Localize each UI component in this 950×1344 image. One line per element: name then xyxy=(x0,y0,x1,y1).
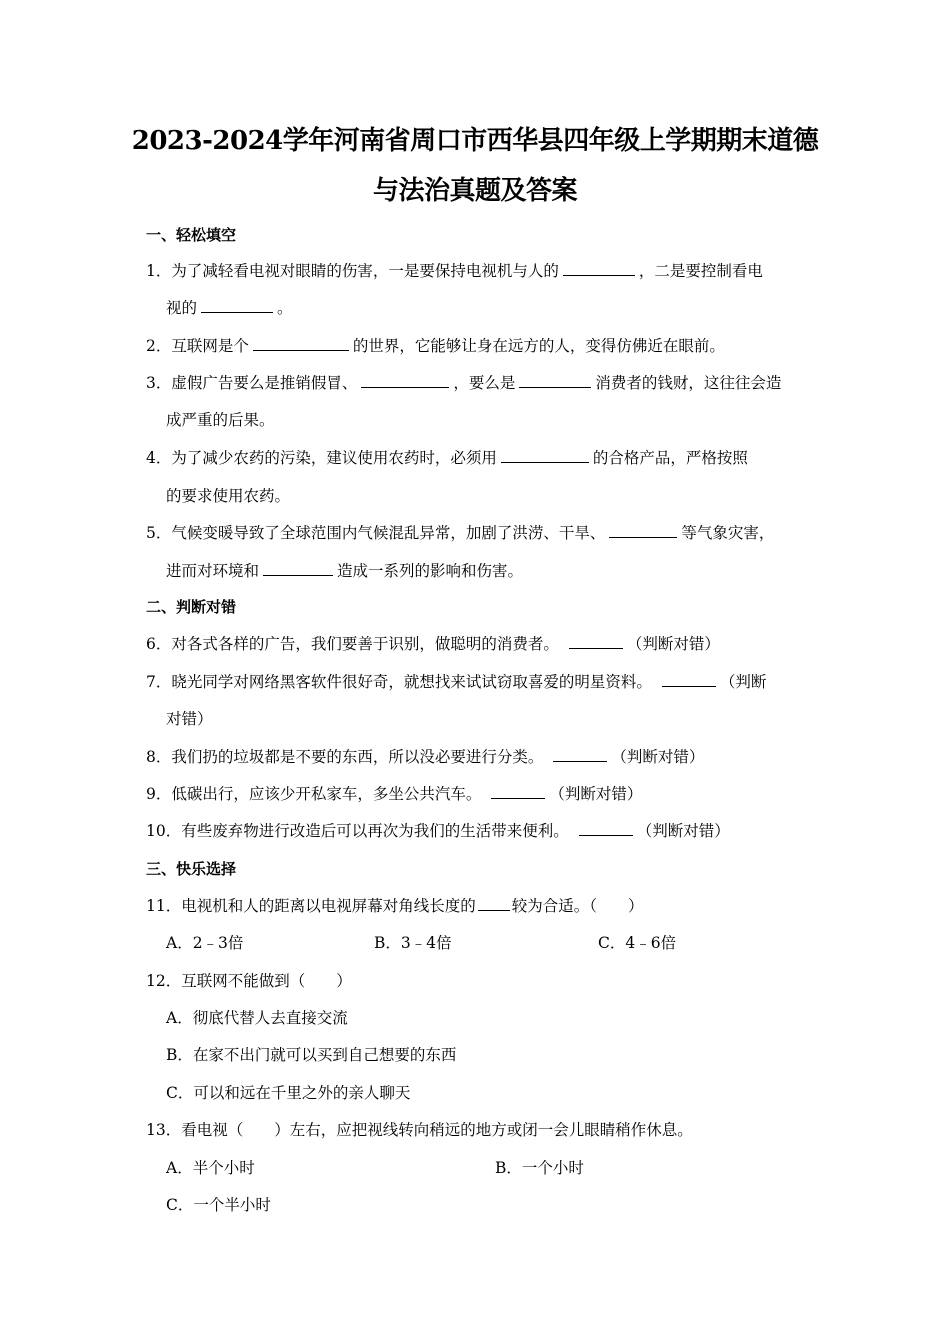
question-text: ，二是要控制看电 xyxy=(638,262,763,280)
question-1-line-2 xyxy=(166,297,293,319)
question-13-option-c[interactable]: C．一个半小时 xyxy=(166,1196,271,1214)
question-text: 的世界，它能够让身在远方的人，变得仿佛近在眼前。 xyxy=(352,337,725,355)
question-text: （判断 xyxy=(719,673,767,691)
question-12-option-a[interactable]: A．彻底代替人去直接交流 xyxy=(166,1009,348,1027)
answer-blank[interactable] xyxy=(569,634,623,649)
question-13-option-b[interactable]: B．一个小时 xyxy=(495,1159,584,1177)
question-text: 消费者的钱财，这往往会造 xyxy=(595,374,782,392)
question-11 xyxy=(146,895,644,917)
answer-blank[interactable] xyxy=(563,261,635,276)
question-5-line-2 xyxy=(166,560,523,582)
answer-blank[interactable] xyxy=(263,561,333,576)
question-6 xyxy=(146,633,720,655)
question-11-option-b[interactable]: B．3﹣4倍 xyxy=(374,934,452,952)
question-11-option-a[interactable]: A．2﹣3倍 xyxy=(166,934,244,952)
answer-blank[interactable] xyxy=(501,448,589,463)
question-4-line-2: 的要求使用农药。 xyxy=(166,487,291,505)
question-13-option-a[interactable]: A．半个小时 xyxy=(166,1159,255,1177)
section-heading-true-false: 二、判断对错 xyxy=(146,598,237,616)
question-13: 13．看电视（ ）左右，应把视线转向稍远的地方或闭一会儿眼睛稍作休息。 xyxy=(146,1121,693,1139)
question-7-line-2: 对错） xyxy=(166,710,213,728)
question-text: 视的 xyxy=(166,299,198,317)
question-7-line-1 xyxy=(146,671,766,693)
question-1-line-1 xyxy=(146,260,763,282)
question-11-option-c[interactable]: C．4﹣6倍 xyxy=(598,934,677,952)
page-title-line-1: 2023-2024学年河南省周口市西华县四年级上学期期末道德 xyxy=(131,126,819,156)
section-heading-multiple-choice: 三、快乐选择 xyxy=(146,860,237,878)
question-3-line-2: 成严重的后果。 xyxy=(166,411,275,429)
question-text: 9．低碳出行，应该少开私家车，多坐公共汽车。 xyxy=(146,785,482,803)
question-text: 的合格产品，严格按照 xyxy=(592,449,748,467)
question-text: 。 xyxy=(277,299,293,317)
question-text: （判断对错） xyxy=(626,635,720,653)
question-12-option-b[interactable]: B．在家不出门就可以买到自己想要的东西 xyxy=(166,1046,457,1064)
question-text: 较为合适。（ ） xyxy=(511,897,644,915)
question-text: 10．有些废弃物进行改造后可以再次为我们的生活带来便利。 xyxy=(146,822,569,840)
question-12-option-c[interactable]: C．可以和远在千里之外的亲人聊天 xyxy=(166,1084,411,1102)
question-text: （判断对错） xyxy=(549,785,643,803)
answer-blank[interactable] xyxy=(201,298,273,313)
answer-blank[interactable] xyxy=(579,821,633,836)
question-text: 3．虚假广告要么是推销假冒、 xyxy=(146,374,358,392)
question-2 xyxy=(146,335,725,357)
question-5-line-1 xyxy=(146,522,774,544)
question-text: （判断对错） xyxy=(636,822,730,840)
answer-blank[interactable] xyxy=(491,784,545,799)
answer-blank[interactable] xyxy=(361,373,449,388)
answer-blank[interactable] xyxy=(662,672,716,687)
question-text: ，要么是 xyxy=(453,374,516,392)
question-text: 4．为了减少农药的污染，建议使用农药时，必须用 xyxy=(146,449,497,467)
question-4-line-1 xyxy=(146,447,748,469)
answer-blank[interactable] xyxy=(519,373,591,388)
answer-blank[interactable] xyxy=(253,336,349,351)
question-text: 11．电视机和人的距离以电视屏幕对角线长度的 xyxy=(146,897,476,915)
page-title-line-2: 与法治真题及答案 xyxy=(372,176,577,206)
answer-blank[interactable] xyxy=(609,523,677,538)
question-text: 造成一系列的影响和伤害。 xyxy=(337,562,524,580)
question-text: 5．气候变暖导致了全球范围内气候混乱异常，加剧了洪涝、干旱、 xyxy=(146,524,606,542)
question-text: 等气象灾害， xyxy=(681,524,775,542)
question-text: （判断对错） xyxy=(611,748,705,766)
question-text: 8．我们扔的垃圾都是不要的东西，所以没必要进行分类。 xyxy=(146,748,544,766)
question-text: 6．对各式各样的广告，我们要善于识别，做聪明的消费者。 xyxy=(146,635,559,653)
question-12: 12．互联网不能做到（ ） xyxy=(146,972,352,990)
question-text: 进而对环境和 xyxy=(166,562,260,580)
answer-blank[interactable] xyxy=(478,896,510,911)
question-text: 1．为了减轻看电视对眼睛的伤害，一是要保持电视机与人的 xyxy=(146,262,559,280)
answer-blank[interactable] xyxy=(553,747,607,762)
question-9 xyxy=(146,783,642,805)
question-10 xyxy=(146,820,730,842)
question-text: 2．互联网是个 xyxy=(146,337,249,355)
question-text: 7．晓光同学对网络黑客软件很好奇，就想找来试试窃取喜爱的明星资料。 xyxy=(146,673,652,691)
section-heading-fill-in: 一、轻松填空 xyxy=(146,226,237,244)
question-8 xyxy=(146,746,704,768)
question-3-line-1 xyxy=(146,372,781,394)
